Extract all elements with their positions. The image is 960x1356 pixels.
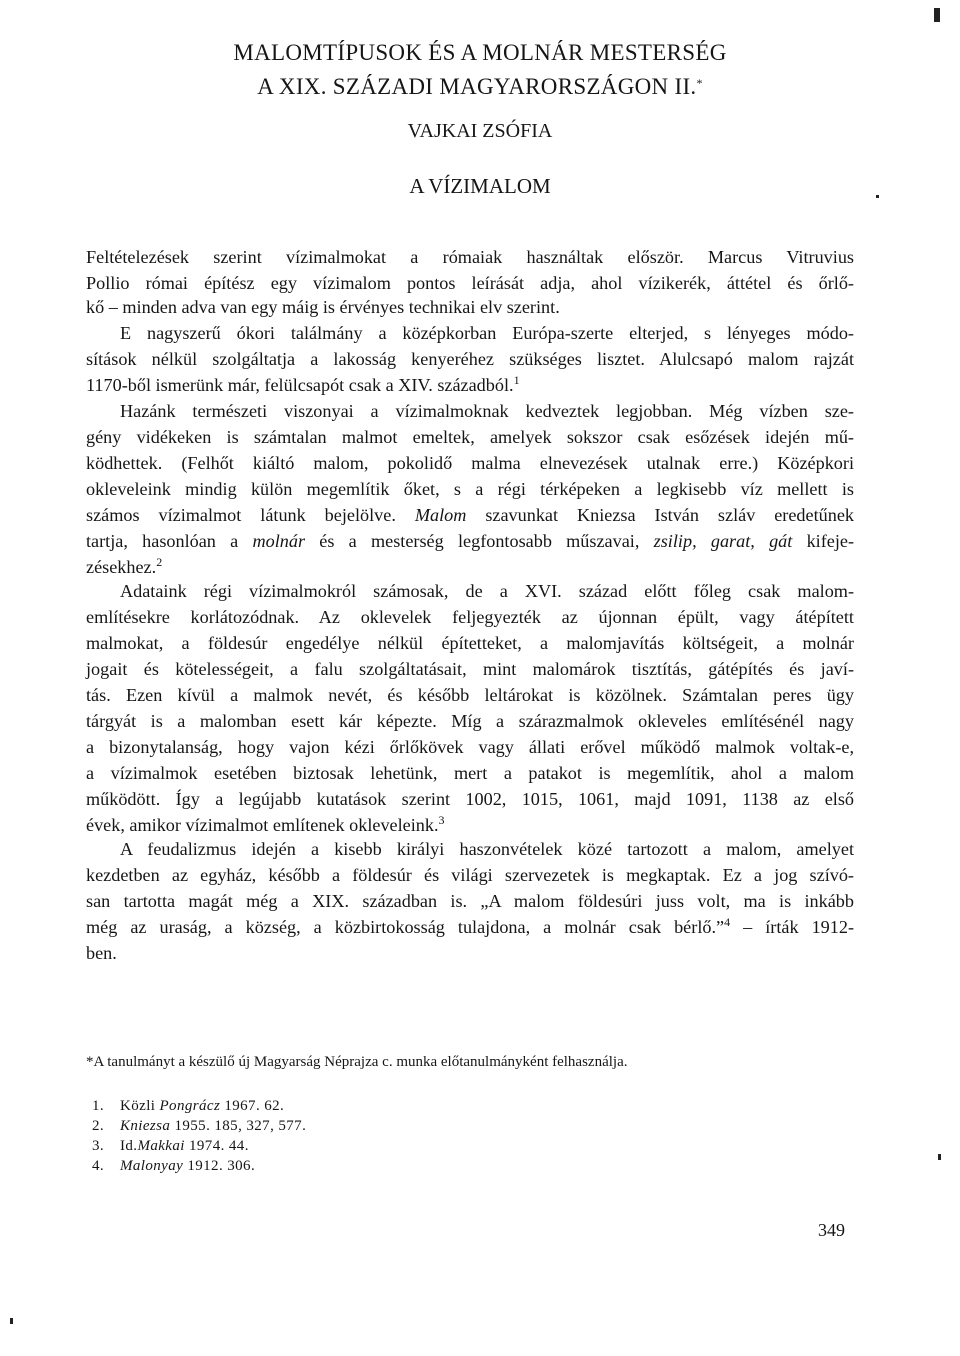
footnote-ref: 1 bbox=[513, 373, 520, 387]
body-line: A feudalizmus idején a kisebb királyi haszonvételek közé tartozott a malom, amelyet bbox=[120, 839, 854, 859]
footnote-ref-text: 1967. 62. bbox=[224, 1098, 285, 1114]
footnote-ref: 4 bbox=[724, 915, 731, 929]
footnote-prefix: Közli bbox=[120, 1098, 156, 1114]
scan-speck bbox=[10, 1318, 13, 1324]
body-text: kifeje- bbox=[806, 531, 855, 551]
body-line: sítások nélkül szolgáltatja a lakosság kenyeréhez szükséges lisztet. Alulcsapó malom rajzát bbox=[86, 349, 854, 369]
footnote-ref-text: 1974. 44. bbox=[189, 1138, 249, 1154]
scan-speck bbox=[934, 8, 940, 22]
footnote-prefix: Id. bbox=[120, 1138, 138, 1154]
page-number: 349 bbox=[818, 1220, 845, 1240]
footnote-item bbox=[92, 1118, 306, 1135]
footnote-item bbox=[92, 1138, 249, 1155]
body-line bbox=[86, 528, 854, 554]
footnote-ref-text: 1955. 185, 327, 577. bbox=[174, 1118, 307, 1134]
footnote-number: 1. bbox=[92, 1098, 105, 1114]
body-line bbox=[86, 372, 854, 398]
footnote-author: Malonyay bbox=[120, 1158, 184, 1174]
body-line: működött. Így a legújabb kutatások szerint 1002, 1015, 1061, majd 1091, 1138 az első bbox=[86, 789, 854, 809]
footnote-ref: 2 bbox=[156, 555, 163, 569]
body-line: E nagyszerű ókori találmány a középkorban Európa-szerte elterjed, s lényeges módo- bbox=[120, 323, 854, 343]
body-line bbox=[86, 914, 854, 940]
body-text: szavunkat Kniezsa István szláv eredetűnek bbox=[485, 505, 855, 525]
footnote-author: Pongrácz bbox=[159, 1098, 221, 1114]
author-name: VAJKAI ZSÓFIA bbox=[407, 120, 553, 142]
body-line bbox=[86, 554, 854, 580]
footnote-ref-text: 1912. 306. bbox=[187, 1158, 256, 1174]
body-text: – írták 1912- bbox=[743, 917, 854, 937]
footnote-author: Kniezsa bbox=[120, 1118, 171, 1134]
body-line: ködhettek. (Felhőt kiáltó malom, pokolidő malma elnevezések utalnak erre.) Középkori bbox=[86, 453, 854, 473]
body-line: Adataink régi vízimalmokról számosak, de a XVI. század előtt főleg csak malom- bbox=[120, 581, 854, 601]
body-line: jogait és kötelességeit, a falu szolgáltatásait, mint malomárok tisztítás, gátépítés és javí- bbox=[86, 659, 854, 679]
body-text: 1170-ből ismerünk már, felülcsapót csak a XIV. századból. bbox=[86, 375, 514, 395]
body-line: Hazánk természeti viszonyai a vízimalmoknak kedveztek legjobban. Még vízben sze- bbox=[120, 401, 854, 421]
body-line: kő – minden adva van egy máig is érvényes technikai elv szerint. bbox=[86, 297, 560, 317]
body-line: malmokat, a földesúr engedélye nélkül építetteket, a malomjavítás költségeit, a molnár bbox=[86, 633, 854, 653]
body-line: gény vidékeken is számtalan malmot emeltek, amelyek sokszor csak esőzések idején mű- bbox=[86, 427, 854, 447]
body-text: számos vízimalmot látunk bejelölve. bbox=[86, 505, 396, 525]
star-footnote: *A tanulmányt a készülő új Magyarság Néprajza c. munka előtanulmányként felhasználja. bbox=[86, 1054, 628, 1070]
footnote-item bbox=[92, 1158, 255, 1175]
scan-speck bbox=[938, 1154, 941, 1160]
section-heading: A VÍZIMALOM bbox=[409, 174, 551, 198]
body-line: okleveleink mindig külön megemlítik őket, s a régi térképeken a legkisebb víz mellett is bbox=[86, 479, 854, 499]
body-text: tartja, hasonlóan a bbox=[86, 531, 239, 551]
body-line: tárgyát is a malomban esett kár képezte. Míg a szárazmalmok okleveles említésénél nagy bbox=[86, 711, 854, 731]
italic-term: Malom bbox=[414, 505, 467, 525]
body-line: tás. Ezen kívül a malmok nevét, és később leltárokat is közölnek. Számtalan peres ügy bbox=[86, 685, 854, 705]
footnote-ref: 3 bbox=[438, 813, 445, 827]
footnote-number: 3. bbox=[92, 1138, 105, 1154]
body-line: a vízimalmok esetében biztosak lehetünk, mert a patakot is megemlítik, ahol a malom bbox=[86, 763, 854, 783]
article-title-line-1: MALOMTÍPUSOK ÉS A MOLNÁR MESTERSÉG bbox=[233, 40, 727, 65]
body-line bbox=[86, 812, 854, 838]
body-line: san tartotta magát még a XIX. században is. „A malom földesúri juss volt, ma is inkább bbox=[86, 891, 854, 911]
body-text: évek, amikor vízimalmot említenek okleveleink. bbox=[86, 815, 439, 835]
body-line: a bizonytalanság, hogy vajon kézi őrlőkövek vagy állati erővel működő malmok voltak-e, bbox=[86, 737, 854, 757]
footnote-author: Makkai bbox=[137, 1138, 185, 1154]
footnote-item bbox=[92, 1098, 284, 1115]
body-line: kezdetben az egyház, később a földesúr és világi szervezetek is megkaptak. Ez a jog szívó- bbox=[86, 865, 854, 885]
body-text: még az uraság, a község, a közbirtokosság tulajdona, a molnár csak bérlő.” bbox=[86, 917, 725, 937]
body-line: említésekre korlátozódnak. Az oklevelek feljegyezték az újonnan épült, vagy átépített bbox=[86, 607, 854, 627]
body-line: ben. bbox=[86, 943, 117, 963]
italic-term: molnár bbox=[252, 531, 306, 551]
body-text: zésekhez. bbox=[86, 557, 157, 577]
body-line: Pollio római építész egy vízimalom pontos leírását adja, ahol vízikerék, áttétel és őrlő- bbox=[86, 273, 854, 293]
title-footnote-mark: * bbox=[696, 76, 703, 90]
body-line bbox=[86, 502, 854, 528]
italic-term: zsilip, garat, gát bbox=[653, 531, 793, 551]
footnote-number: 2. bbox=[92, 1118, 105, 1134]
body-text: és a mesterség legfontosabb műszavai, bbox=[319, 531, 640, 551]
article-title-line-2 bbox=[0, 74, 960, 100]
footnote-number: 4. bbox=[92, 1158, 105, 1174]
title-text: A XIX. SZÁZADI MAGYARORSZÁGON II. bbox=[257, 74, 697, 99]
body-line: Feltételezések szerint vízimalmokat a rómaiak használtak először. Marcus Vitruvius bbox=[86, 247, 854, 267]
scan-speck bbox=[876, 195, 879, 198]
